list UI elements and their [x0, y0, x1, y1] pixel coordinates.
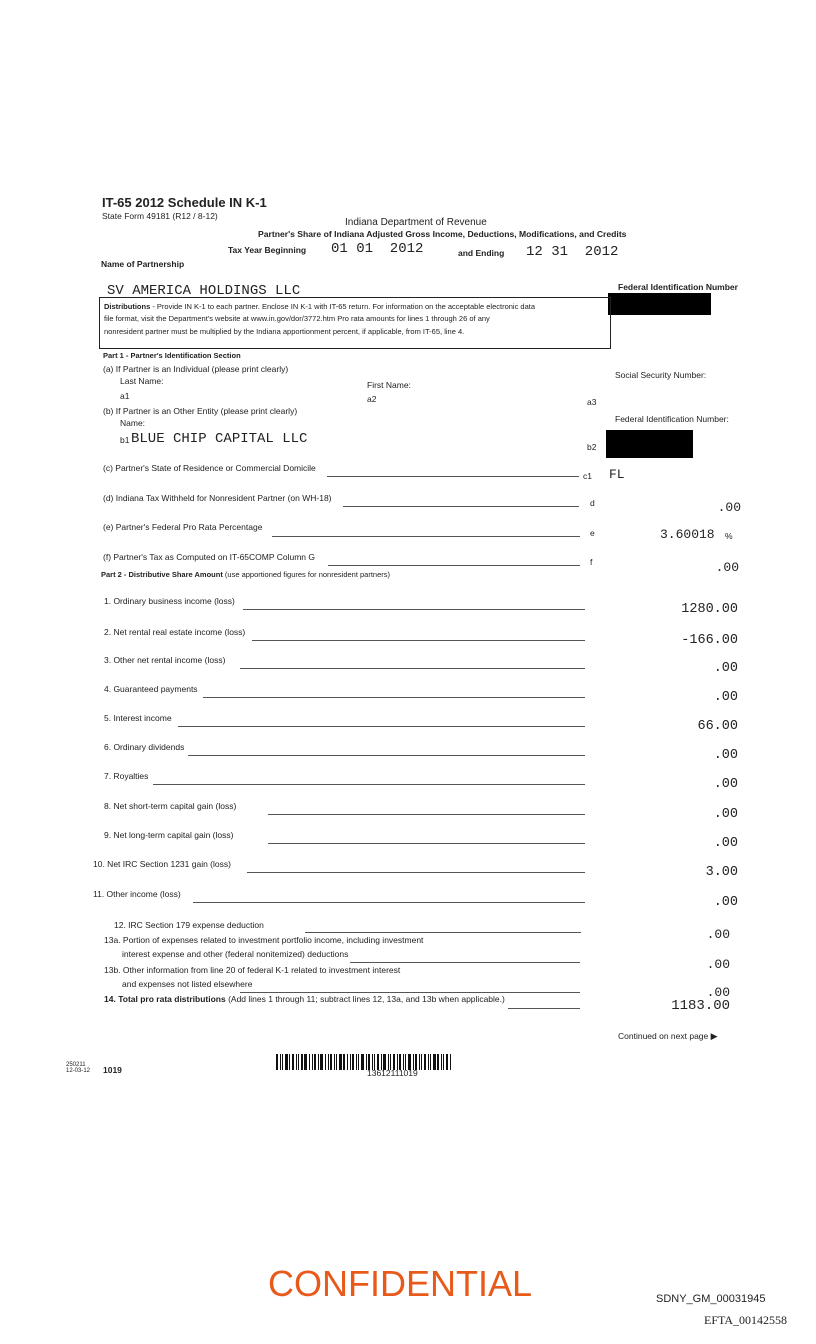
part2-line-value: .00 [713, 690, 738, 705]
line13b-value: .00 [706, 985, 730, 1000]
part2-line-rule [240, 668, 585, 669]
barcode-bar [441, 1054, 442, 1070]
barcode-bar [304, 1054, 307, 1070]
part2-line-rule [247, 872, 585, 873]
line12-value: .00 [706, 927, 730, 942]
barcode-bar [350, 1054, 351, 1070]
tax-withheld-value: .00 [717, 500, 741, 515]
barcode-bar [430, 1054, 431, 1070]
name-of-partnership-label: Name of Partnership [101, 259, 185, 269]
pro-rata-percentage-line [272, 536, 580, 537]
part2-line-rule [153, 784, 585, 785]
tax-withheld-line [343, 506, 579, 507]
entity-name-label: Name: [120, 418, 146, 428]
pro-rata-percentage-label: (e) Partner's Federal Pro Rata Percentage [103, 522, 263, 532]
line13a-label-2: interest expense and other (federal nonitemized) deductions [122, 949, 349, 959]
part2-line-rule [203, 697, 585, 698]
line14-row [104, 994, 505, 1004]
tax-year-beginning-label: Tax Year Beginning [228, 245, 307, 255]
arrow-right-icon: ▶ [710, 1031, 718, 1041]
state-form-number: State Form 49181 (R12 / 8-12) [102, 211, 218, 221]
part2-line-label: 1. Ordinary business income (loss) [104, 596, 235, 606]
barcode-bar [320, 1054, 323, 1070]
part2-line-value: -166.00 [681, 633, 738, 648]
part2-line-label: 11. Other income (loss) [93, 889, 181, 899]
entity-name-value: BLUE CHIP CAPITAL LLC [131, 431, 308, 447]
first-name-label: First Name: [367, 380, 411, 390]
barcode-bar [450, 1054, 451, 1070]
and-ending-label: and Ending [458, 248, 505, 258]
form-code-top: 250211 [66, 1062, 86, 1068]
part2-line-value: .00 [713, 748, 738, 763]
distributions-label: Distributions [104, 302, 151, 311]
part2-title: Part 2 - Distributive Share Amount [101, 570, 223, 579]
tax-computed-label: (f) Partner's Tax as Computed on IT-65COMP Column G [103, 552, 316, 562]
line13b-line [240, 992, 580, 993]
barcode-bar [296, 1054, 297, 1070]
part2-line-rule [188, 755, 585, 756]
part2-line-label: 8. Net short-term capital gain (loss) [104, 801, 237, 811]
barcode-bar [309, 1054, 310, 1070]
barcode-bar [343, 1054, 345, 1070]
line14-label: Total pro rata distributions [118, 994, 226, 1004]
part2-title-row [101, 570, 390, 579]
entity-fein-label: Federal Identification Number: [615, 414, 729, 424]
barcode-bar [356, 1054, 357, 1070]
federal-id-label: Federal Identification Number [618, 282, 738, 292]
barcode-bar [314, 1054, 316, 1070]
part2-line-rule [243, 609, 585, 610]
part2-line-label: 3. Other net rental income (loss) [104, 655, 226, 665]
sdny-bates-number: SDNY_GM_00031945 [656, 1293, 766, 1305]
tax-year-beginning-value: 01 01 2012 [331, 241, 424, 257]
line-code-e: e [590, 528, 595, 538]
partner-individual-label: (a) If Partner is an Individual (please print clearly) [103, 364, 289, 374]
part2-line-value: .00 [713, 895, 738, 910]
barcode-bar [282, 1054, 283, 1070]
part2-line-rule [193, 902, 585, 903]
barcode-number: 13612111019 [367, 1068, 418, 1078]
form-subtitle: Partner's Share of Indiana Adjusted Gross Income, Deductions, Modifications, and Credits [258, 229, 627, 239]
part2-line-label: 6. Ordinary dividends [104, 742, 185, 752]
part2-line-rule [268, 814, 585, 815]
part2-line-label: 7. Royalties [104, 771, 149, 781]
barcode-bar [424, 1054, 426, 1070]
part1-title: Part 1 - Partner's Identification Section [103, 351, 241, 360]
part2-line-label: 9. Net long-term capital gain (loss) [104, 830, 234, 840]
state-of-residence-value: FL [609, 467, 625, 482]
tax-computed-value: .00 [715, 560, 739, 575]
line14-line [508, 1008, 580, 1009]
barcode-bar [285, 1054, 288, 1070]
barcode-bar [352, 1054, 354, 1070]
barcode-bar [419, 1054, 420, 1070]
tax-withheld-label: (d) Indiana Tax Withheld for Nonresident Partner (on WH-18) [103, 493, 332, 503]
barcode-bar [312, 1054, 313, 1070]
form-code-number: 1019 [103, 1065, 122, 1075]
barcode-bar [347, 1054, 348, 1070]
pro-rata-percentage-value: 3.60018 [660, 527, 715, 542]
tax-year-ending-value: 12 31 2012 [526, 244, 619, 260]
state-of-residence-line [327, 476, 579, 477]
continued-text: Continued on next page [618, 1031, 709, 1041]
partner-entity-label: (b) If Partner is an Other Entity (please print clearly) [103, 406, 298, 416]
line14-value: 1183.00 [671, 998, 730, 1014]
barcode-bar [437, 1054, 439, 1070]
barcode-bar [325, 1054, 326, 1070]
part2-line-value: 1280.00 [681, 602, 738, 617]
form-code-date: 12-03-12 [66, 1068, 91, 1074]
line-code-a2: a2 [367, 394, 377, 404]
barcode-bar [428, 1054, 429, 1070]
barcode-bar [276, 1054, 278, 1070]
line-code-b2: b2 [587, 442, 597, 452]
state-of-residence-label: (c) Partner's State of Residence or Commercial Domicile [103, 463, 316, 473]
last-name-label: Last Name: [120, 376, 164, 386]
part2-line-value: .00 [713, 661, 738, 676]
line-code-a3: a3 [587, 397, 597, 407]
barcode-bar [443, 1054, 444, 1070]
part2-line-rule [178, 726, 585, 727]
confidential-stamp: CONFIDENTIAL [268, 1263, 533, 1304]
part2-line-label: 10. Net IRC Section 1231 gain (loss) [93, 859, 231, 869]
line-code-a1: a1 [120, 391, 130, 401]
part2-line-rule [252, 640, 585, 641]
distributions-line-1 [104, 302, 535, 311]
line-code-c1: c1 [583, 471, 592, 481]
line-code-f: f [590, 557, 593, 567]
barcode-bar [446, 1054, 448, 1070]
line12-line [305, 932, 581, 933]
barcode-bar [301, 1054, 303, 1070]
barcode-bar [292, 1054, 294, 1070]
barcode-bar [318, 1054, 319, 1070]
distributions-line-2: file format, visit the Department's website at www.in.gov/dor/3772.htm Pro rata amounts for lines 1 through 26 of any [104, 314, 490, 323]
barcode-bar [298, 1054, 299, 1070]
barcode-bar [361, 1054, 364, 1070]
partnership-name: SV AMERICA HOLDINGS LLC [107, 283, 301, 299]
line13b-label: 13b. Other information from line 20 of federal K-1 related to investment interest [104, 965, 401, 975]
percent-sign: % [725, 531, 733, 541]
part2-title-note: (use apportioned figures for nonresident partners) [222, 570, 391, 579]
part2-line-value: 66.00 [697, 719, 738, 734]
barcode-bar [339, 1054, 342, 1070]
form-code-block [66, 1062, 90, 1074]
tax-computed-line [328, 565, 580, 566]
line13a-label: 13a. Portion of expenses related to investment portfolio income, including investment [104, 935, 424, 945]
redacted-federal-id [608, 293, 711, 315]
continued-next-page [618, 1031, 718, 1042]
part2-line-label: 2. Net rental real estate income (loss) [104, 627, 246, 637]
redacted-entity-fein [606, 430, 693, 458]
line13a-line [350, 962, 580, 963]
part2-line-value: .00 [713, 777, 738, 792]
barcode-bar [330, 1054, 332, 1070]
line13b-label-2: and expenses not listed elsewhere [122, 979, 253, 989]
barcode-bar [336, 1054, 337, 1070]
line14-note: (Add lines 1 through 11; subtract lines 12, 13a, and 13b when applicable.) [225, 994, 505, 1004]
part2-line-value: .00 [713, 807, 738, 822]
line-code-d: d [590, 498, 595, 508]
part2-line-label: 5. Interest income [104, 713, 172, 723]
ssn-label: Social Security Number: [615, 370, 707, 380]
department-name: Indiana Department of Revenue [345, 217, 487, 228]
barcode-bar [433, 1054, 436, 1070]
efta-bates-number: EFTA_00142558 [704, 1313, 788, 1327]
line-code-b1: b1 [120, 435, 130, 445]
part2-line-value: 3.00 [705, 865, 738, 880]
line13a-value: .00 [706, 957, 730, 972]
distributions-line-3: nonresident partner must be multiplied by the Indiana apportionment percent, if applicable, from IT-65, line 4. [104, 327, 465, 336]
distributions-text-1: - Provide IN K-1 to each partner. Enclose IN K-1 with IT-65 return. For information on the acceptable electronic data [150, 302, 536, 311]
part2-line-label: 4. Guaranteed payments [104, 684, 198, 694]
barcode-bar [289, 1054, 290, 1070]
barcode-bar [358, 1054, 359, 1070]
part2-line-rule [268, 843, 585, 844]
barcode-bar [334, 1054, 335, 1070]
barcode-bar [421, 1054, 422, 1070]
line12-label: 12. IRC Section 179 expense deduction [114, 920, 264, 930]
line14-number: 14. [104, 994, 116, 1004]
part2-line-value: .00 [713, 836, 738, 851]
barcode-bar [328, 1054, 329, 1070]
barcode-bar [280, 1054, 281, 1070]
form-title: IT-65 2012 Schedule IN K-1 [102, 195, 267, 210]
